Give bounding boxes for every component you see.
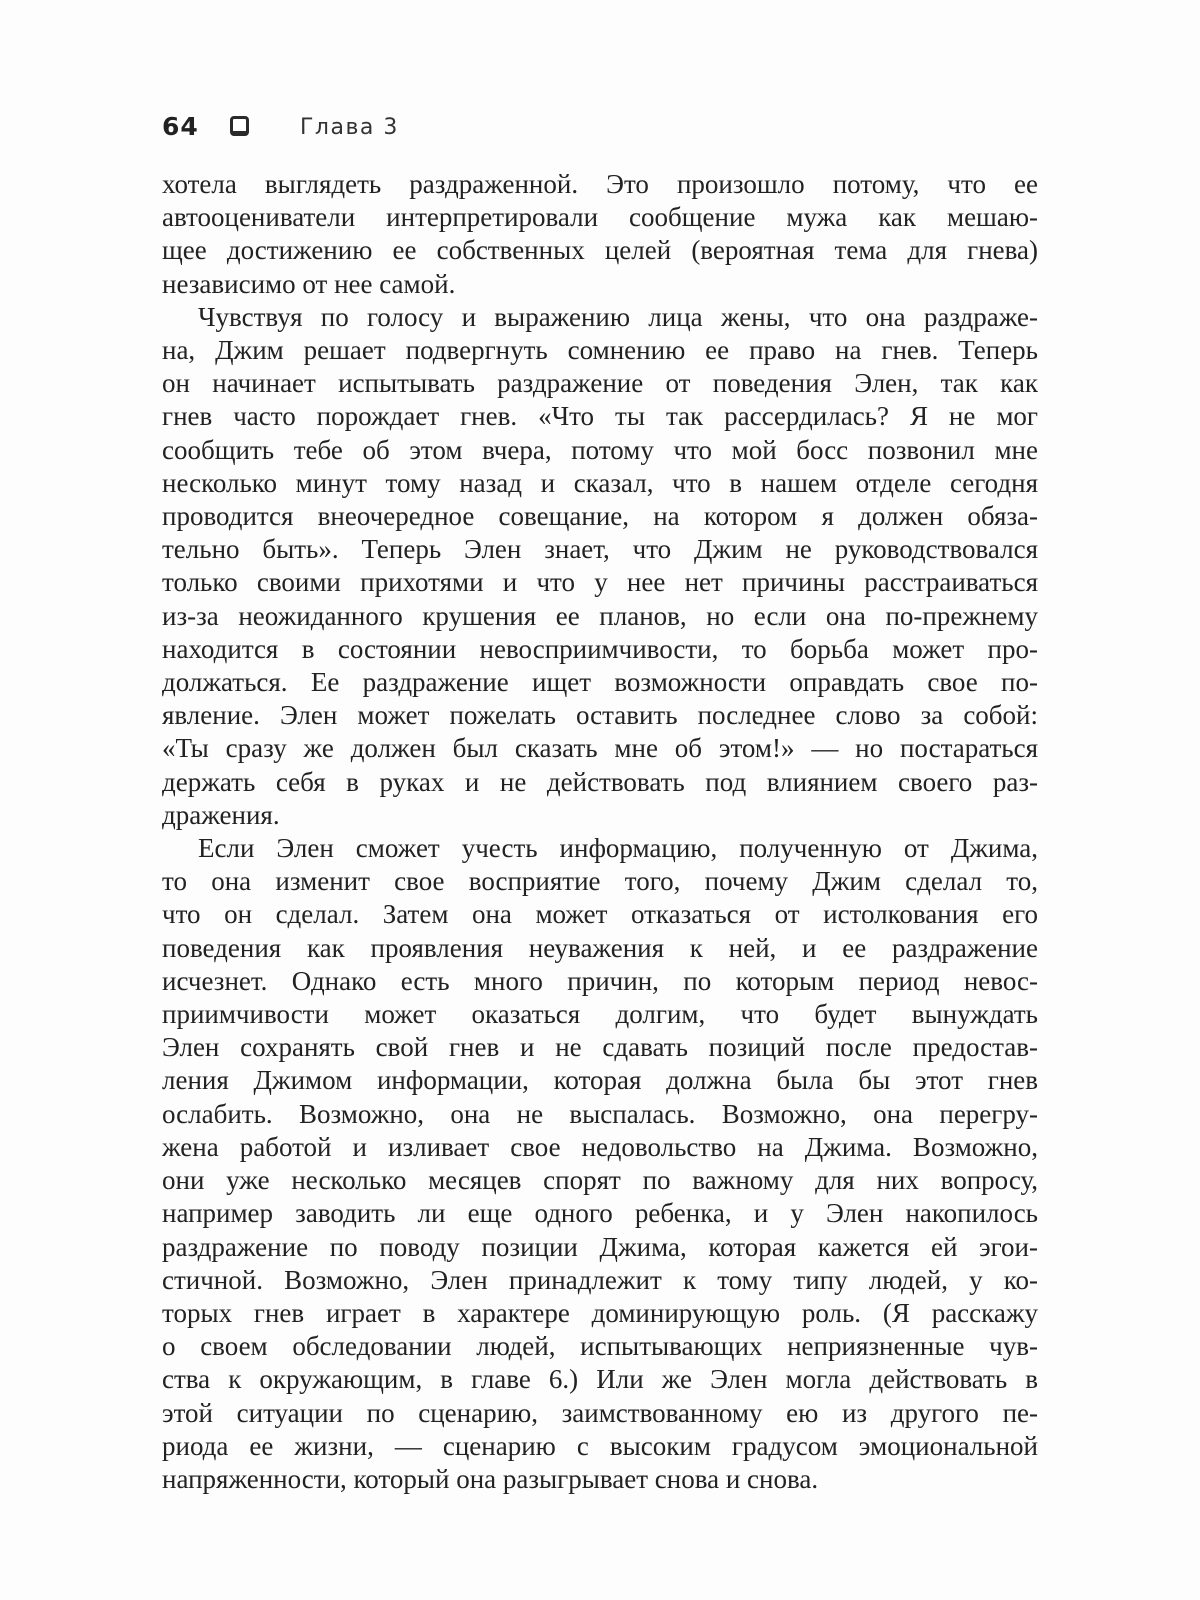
page-number: 64	[162, 112, 199, 141]
text-line: стичной. Возможно, Элен принадлежит к тому типу людей, у ко-	[162, 1264, 1038, 1295]
paragraph	[162, 301, 1038, 832]
text-column	[162, 168, 1038, 1496]
text-line: приимчивости может оказаться долгим, что будет вынуждать	[162, 999, 1038, 1030]
text-line: Элен сохранять свой гнев и не сдавать позиций после предостав-	[162, 1032, 1038, 1063]
text-line: держать себя в руках и не действовать под влиянием своего раз-	[162, 766, 1038, 797]
text-line: независимо от нее самой.	[162, 268, 456, 299]
text-line: что он сделал. Затем она может отказаться от истолкования его	[162, 899, 1038, 930]
text-line: тельно быть». Теперь Элен знает, что Джим не руководствовался	[162, 534, 1038, 565]
paragraph	[162, 168, 1038, 301]
text-line: жена работой и изливает свое недовольство на Джима. Возможно,	[162, 1131, 1038, 1162]
paragraph	[162, 832, 1038, 1496]
text-line: хотела выглядеть раздраженной. Это произошло потому, что ее	[162, 169, 1038, 199]
text-line: автооцениватели интерпретировали сообщение мужа как мешаю-	[162, 202, 1038, 233]
text-line: щее достижению ее собственных целей (вероятная тема для гнева)	[162, 235, 1038, 266]
text-line: из-за неожиданного крушения ее планов, но если она по-прежнему	[162, 600, 1038, 631]
text-line: ства к окружающим, в главе 6.) Или же Элен могла действовать в	[162, 1364, 1038, 1395]
text-line: только своими прихотями и что у нее нет причины расстраиваться	[162, 567, 1038, 598]
text-line: дражения.	[162, 799, 280, 830]
text-line: о своем обследовании людей, испытывающих неприязненные чув-	[162, 1331, 1038, 1362]
text-line: поведения как проявления неуважения к ней, и ее раздражение	[162, 932, 1038, 963]
text-line: должаться. Ее раздражение ищет возможности оправдать свое по-	[162, 667, 1038, 698]
text-line: они уже несколько месяцев спорят по важному для них вопросу,	[162, 1165, 1038, 1196]
text-line: то она изменит свое восприятие того, почему Джим сделал то,	[162, 866, 1038, 897]
text-line: напряженности, который она разыгрывает снова и снова.	[162, 1463, 819, 1494]
text-line: сообщить тебе об этом вчера, потому что мой босс позвонил мне	[162, 434, 1038, 465]
text-line: проводится внеочередное совещание, на котором я должен обяза-	[162, 501, 1038, 532]
text-line: «Ты сразу же должен был сказать мне об этом!» — но постараться	[162, 733, 1038, 764]
text-line: Если Элен сможет учесть информацию, полученную от Джима,	[198, 833, 1038, 864]
text-line: риода ее жизни, — сценарию с высоким градусом эмоциональной	[162, 1430, 1038, 1461]
text-line: например заводить ли еще одного ребенка, и у Элен накопилось	[162, 1198, 1038, 1229]
chapter-label: Глава 3	[300, 115, 399, 140]
text-line: Чувствуя по голосу и выражению лица жены, что она раздраже-	[198, 301, 1038, 332]
text-line: он начинает испытывать раздражение от поведения Элен, так как	[162, 368, 1038, 399]
text-line: ослабить. Возможно, она не выспалась. Возможно, она перегру-	[162, 1098, 1038, 1129]
text-line: гнев часто порождает гнев. «Что ты так рассердилась? Я не мог	[162, 401, 1038, 432]
text-line: исчезнет. Однако есть много причин, по которым период невос-	[162, 965, 1038, 996]
text-line: на, Джим решает подвергнуть сомнению ее право на гнев. Теперь	[162, 335, 1038, 366]
page-header	[162, 111, 1040, 145]
text-line: явление. Элен может пожелать оставить последнее слово за собой:	[162, 700, 1038, 731]
chapter-square-icon	[230, 116, 249, 136]
text-line: раздражение по поводу позиции Джима, которая кажется ей эгои-	[162, 1231, 1038, 1262]
text-line: ления Джимом информации, которая должна была бы этот гнев	[162, 1065, 1038, 1096]
text-line: находится в состоянии невосприимчивости, то борьба может про-	[162, 633, 1038, 664]
text-line: несколько минут тому назад и сказал, что в нашем отделе сегодня	[162, 467, 1038, 498]
text-line: этой ситуации по сценарию, заимствованному ею из другого пе-	[162, 1397, 1038, 1428]
text-line: торых гнев играет в характере доминирующую роль. (Я расскажу	[162, 1297, 1038, 1328]
